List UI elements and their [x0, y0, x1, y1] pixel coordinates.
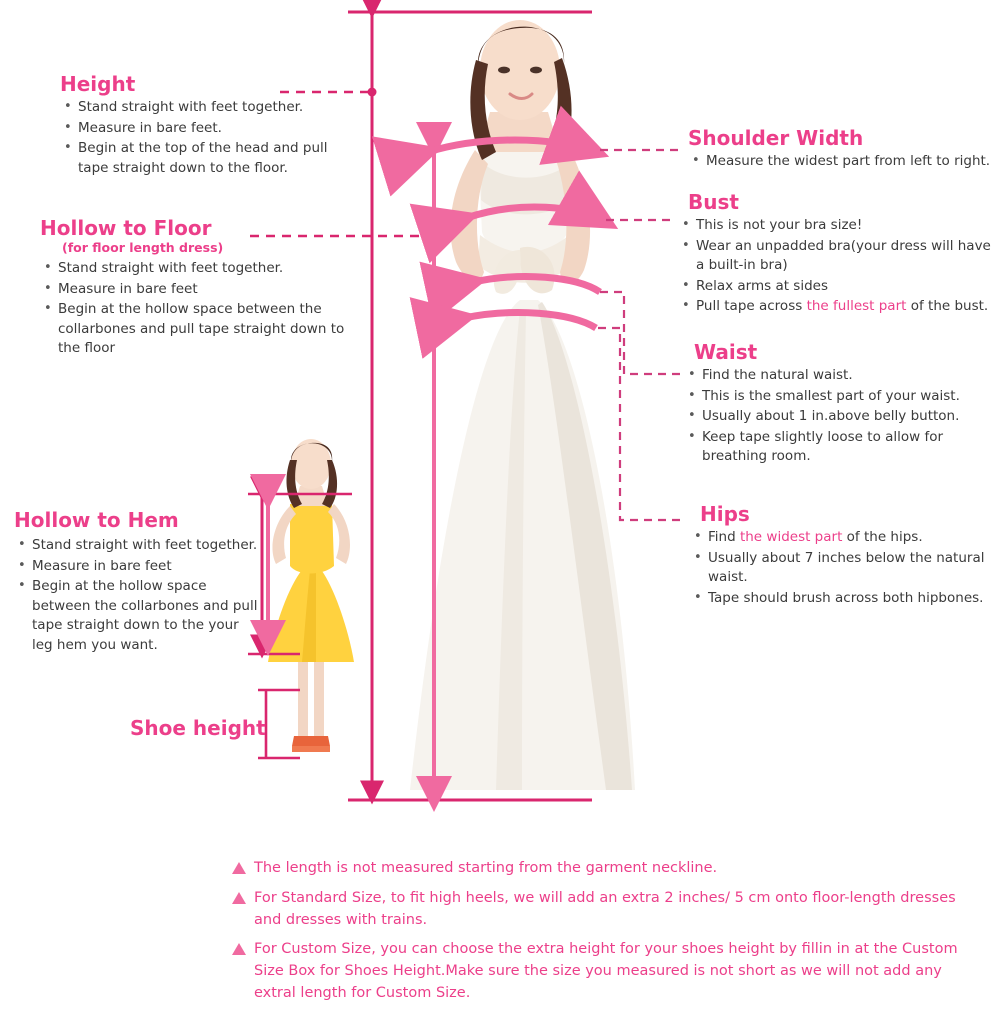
panel-height: [60, 72, 360, 179]
panel-hollow-to-floor-heading: Hollow to Floor: [40, 216, 212, 240]
list-item: • Begin at the top of the head and pull tape straight down to the floor.: [76, 139, 360, 178]
note-text: For Standard Size, to fit high heels, we will add an extra 2 inches/ 5 cm onto floor-length dresses and dresses with trains.: [254, 889, 956, 928]
list-item: • Find the natural waist.: [700, 366, 984, 386]
panel-shoulder-width-note: [688, 152, 998, 172]
list-item: • Pull tape across the fullest part of the bust.: [694, 297, 1000, 317]
panel-bust: [678, 190, 1000, 318]
list-item: • Measure in bare feet: [30, 557, 259, 577]
panel-shoe-height-heading: Shoe height: [130, 716, 266, 740]
list-item: • Begin at the hollow space between the collarbones and pull tape straight down to the floor: [56, 300, 360, 359]
panel-bust-heading: Bust: [688, 190, 739, 214]
list-item: • Tape should brush across both hipbones.: [706, 589, 990, 609]
note-item: [232, 939, 972, 1004]
list-item: • This is not your bra size!: [694, 216, 1000, 236]
panel-hollow-to-floor-bullets: [40, 259, 360, 359]
panel-hollow-to-hem-bullets: [14, 536, 259, 655]
panel-hollow-to-hem-heading: Hollow to Hem: [14, 508, 179, 532]
panel-hollow-to-hem: [14, 508, 259, 656]
note-item: [232, 858, 972, 880]
warning-triangle-icon: [232, 862, 246, 874]
panel-hips-bullets: [690, 528, 990, 608]
panel-shoulder-width: [688, 126, 998, 173]
panel-waist-heading: Waist: [694, 340, 758, 364]
list-item: • Stand straight with feet together.: [30, 536, 259, 556]
hips-highlight: the widest part: [739, 529, 843, 545]
panel-waist: [684, 340, 984, 468]
note-item: [232, 888, 972, 932]
list-item: • Stand straight with feet together.: [76, 98, 360, 118]
list-item: • Measure in bare feet: [56, 280, 360, 300]
list-item: • Measure the widest part from left to right.: [704, 152, 998, 172]
list-item: • Usually about 1 in.above belly button.: [700, 407, 984, 427]
warning-triangle-icon: [232, 943, 246, 955]
panel-waist-bullets: [684, 366, 984, 467]
list-item: • Relax arms at sides: [694, 277, 1000, 297]
panel-height-bullets: [60, 98, 360, 178]
panel-hips-heading: Hips: [700, 502, 750, 526]
warning-triangle-icon: [232, 892, 246, 904]
note-text: The length is not measured starting from the garment neckline.: [254, 860, 718, 876]
list-item: • Wear an unpadded bra(your dress will have a built-in bra): [694, 237, 1000, 276]
panel-hips: [690, 502, 990, 609]
panel-shoe-height: [130, 716, 266, 740]
bust-highlight: the fullest part: [806, 298, 907, 315]
panel-bust-bullets: [678, 216, 1000, 317]
note-text: For Custom Size, you can choose the extra height for your shoes height by fillin in at the Custom Size Box for Shoes Height.Make sure the size you measured is not short as we will not add any extral length for Custom Size.: [254, 941, 958, 1001]
list-item: • Keep tape slightly loose to allow for breathing room.: [700, 428, 984, 467]
list-item: • Find the widest part of the hips.: [706, 528, 990, 548]
panel-hollow-to-floor-subheading: (for floor length dress): [62, 240, 224, 255]
footer-notes: [232, 858, 972, 1013]
list-item: • Begin at the hollow space between the collarbones and pull tape straight down to the your leg hem you want.: [30, 577, 259, 655]
list-item: • Measure in bare feet.: [76, 119, 360, 139]
panel-hollow-to-floor: [40, 216, 360, 360]
list-item: • Usually about 7 inches below the natural waist.: [706, 549, 990, 588]
panel-height-heading: Height: [60, 72, 136, 96]
panel-shoulder-width-heading: Shoulder Width: [688, 126, 864, 150]
list-item: • This is the smallest part of your waist.: [700, 387, 984, 407]
list-item: • Stand straight with feet together.: [56, 259, 360, 279]
